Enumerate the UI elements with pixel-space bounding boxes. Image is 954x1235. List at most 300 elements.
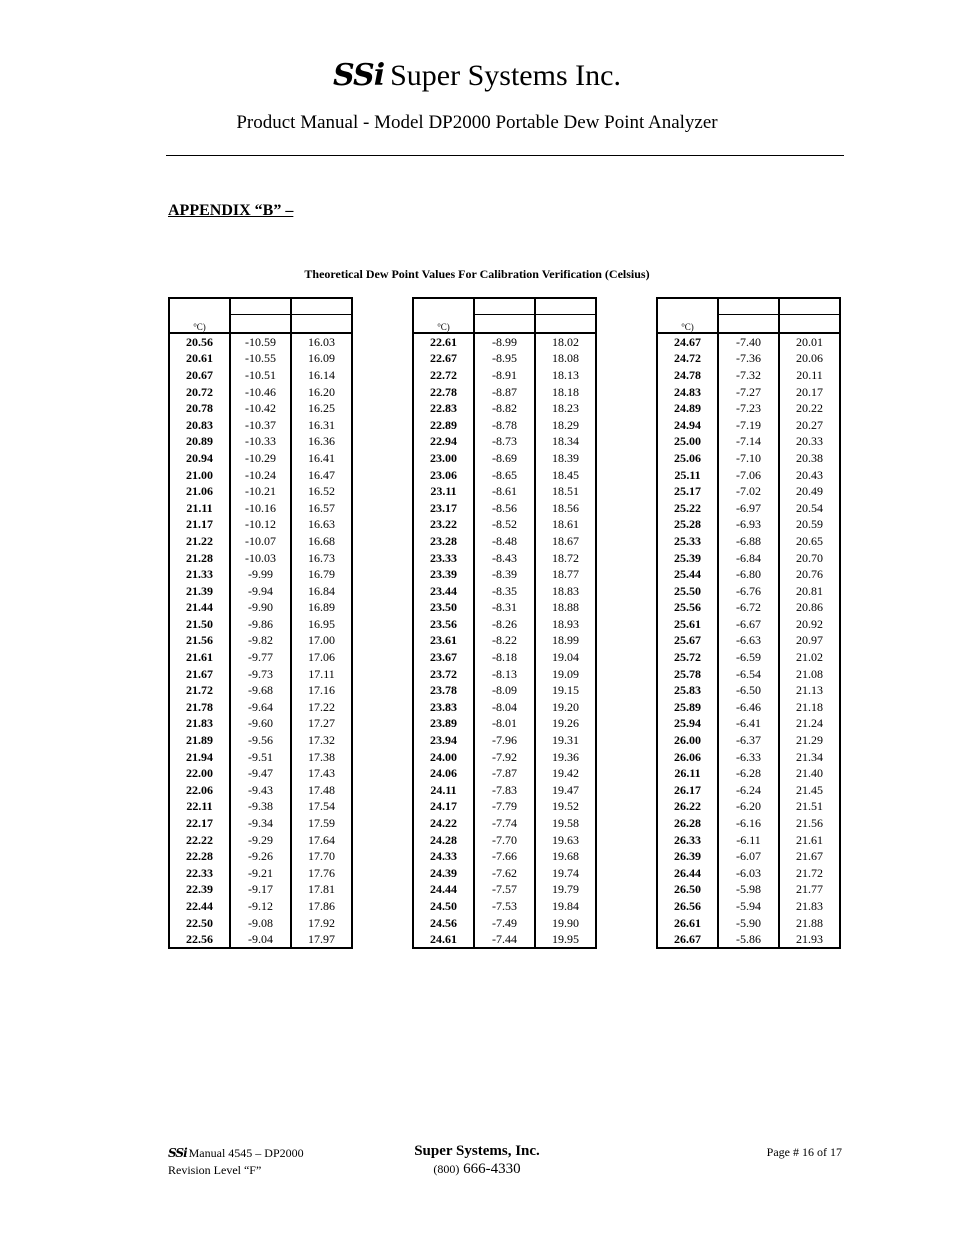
dew-point-low-cell: -6.54 (718, 665, 779, 682)
dew-point-high-cell: 21.18 (779, 699, 840, 716)
header-cell (535, 315, 596, 333)
dew-point-low-cell: -6.97 (718, 499, 779, 516)
temperature-cell: 24.00 (413, 748, 474, 765)
dew-point-low-cell: -9.17 (230, 881, 291, 898)
dew-point-low-cell: -9.34 (230, 815, 291, 832)
dew-point-high-cell: 21.02 (779, 649, 840, 666)
temperature-cell: 22.72 (413, 367, 474, 384)
temperature-cell: 25.39 (657, 549, 718, 566)
dew-point-low-cell: -8.01 (474, 715, 535, 732)
dew-point-low-cell: -9.73 (230, 665, 291, 682)
dew-point-low-cell: -5.86 (718, 931, 779, 949)
dew-point-high-cell: 21.56 (779, 815, 840, 832)
footer-manual: Manual 4545 – DP2000 (188, 1146, 304, 1160)
dew-point-high-cell: 20.27 (779, 416, 840, 433)
table-row (657, 815, 840, 832)
dew-point-low-cell: -9.21 (230, 865, 291, 882)
header-cell (413, 298, 474, 315)
table-row (413, 616, 596, 633)
temperature-cell: 23.00 (413, 450, 474, 467)
table-row (657, 549, 840, 566)
dew-point-low-cell: -6.11 (718, 831, 779, 848)
temperature-cell: 24.11 (413, 782, 474, 799)
temperature-cell: 25.50 (657, 582, 718, 599)
temperature-cell: 25.22 (657, 499, 718, 516)
dew-point-low-cell: -7.02 (718, 483, 779, 500)
table-row (413, 815, 596, 832)
temperature-cell: 21.28 (169, 549, 230, 566)
dew-point-high-cell: 16.25 (291, 400, 352, 417)
table-row (169, 848, 352, 865)
dew-point-high-cell: 19.68 (535, 848, 596, 865)
table-header-row (169, 298, 352, 315)
dew-point-high-cell: 17.64 (291, 831, 352, 848)
dew-point-high-cell: 20.22 (779, 400, 840, 417)
dew-point-low-cell: -9.51 (230, 748, 291, 765)
table-row (413, 831, 596, 848)
ssi-logo: SSi (333, 58, 385, 93)
header-cell (230, 315, 291, 333)
temperature-cell: 25.61 (657, 616, 718, 633)
dew-point-low-cell: -9.82 (230, 632, 291, 649)
table-row (413, 466, 596, 483)
unit-label: °C) (193, 321, 206, 332)
dew-point-high-cell: 16.47 (291, 466, 352, 483)
dew-point-high-cell: 16.31 (291, 416, 352, 433)
dew-point-low-cell: -9.90 (230, 599, 291, 616)
dew-point-low-cell: -8.04 (474, 699, 535, 716)
header-cell (474, 315, 535, 333)
temperature-cell: 23.83 (413, 699, 474, 716)
dew-point-low-cell: -6.28 (718, 765, 779, 782)
dew-point-high-cell: 19.90 (535, 914, 596, 931)
temperature-cell: 20.56 (169, 333, 230, 351)
dew-point-high-cell: 18.72 (535, 549, 596, 566)
dew-point-high-cell: 20.17 (779, 383, 840, 400)
temperature-cell: 22.22 (169, 831, 230, 848)
dew-point-high-cell: 19.52 (535, 798, 596, 815)
dew-point-high-cell: 19.31 (535, 732, 596, 749)
table-row (657, 898, 840, 915)
temperature-cell: 21.33 (169, 566, 230, 583)
temperature-cell: 24.67 (657, 333, 718, 351)
dew-point-high-cell: 21.45 (779, 782, 840, 799)
dew-point-high-cell: 19.58 (535, 815, 596, 832)
table-row (413, 732, 596, 749)
dew-point-high-cell: 16.20 (291, 383, 352, 400)
dew-point-high-cell: 17.06 (291, 649, 352, 666)
temperature-cell: 22.67 (413, 350, 474, 367)
dew-point-high-cell: 18.88 (535, 599, 596, 616)
table-row (413, 665, 596, 682)
temperature-cell: 24.83 (657, 383, 718, 400)
dew-point-high-cell: 18.56 (535, 499, 596, 516)
dew-point-high-cell: 21.61 (779, 831, 840, 848)
dew-point-high-cell: 21.34 (779, 748, 840, 765)
table-row (657, 400, 840, 417)
dew-point-high-cell: 20.49 (779, 483, 840, 500)
dew-point-low-cell: -6.72 (718, 599, 779, 616)
temperature-cell: 20.61 (169, 350, 230, 367)
dew-point-low-cell: -6.80 (718, 566, 779, 583)
dew-point-high-cell: 20.76 (779, 566, 840, 583)
dew-point-high-cell: 18.61 (535, 516, 596, 533)
dew-point-high-cell: 16.36 (291, 433, 352, 450)
temperature-cell: 23.06 (413, 466, 474, 483)
table-row (169, 599, 352, 616)
table-row (413, 748, 596, 765)
dew-point-table-1 (168, 297, 353, 949)
dew-point-low-cell: -8.61 (474, 483, 535, 500)
dew-point-low-cell: -7.57 (474, 881, 535, 898)
table-row (657, 632, 840, 649)
dew-point-low-cell: -9.56 (230, 732, 291, 749)
temperature-cell: 22.89 (413, 416, 474, 433)
dew-point-high-cell: 17.27 (291, 715, 352, 732)
dew-point-high-cell: 19.74 (535, 865, 596, 882)
dew-point-low-cell: -10.33 (230, 433, 291, 450)
dew-point-high-cell: 16.14 (291, 367, 352, 384)
temperature-cell: 25.67 (657, 632, 718, 649)
temperature-cell: 26.22 (657, 798, 718, 815)
dew-point-low-cell: -8.87 (474, 383, 535, 400)
dew-point-low-cell: -7.44 (474, 931, 535, 949)
dew-point-high-cell: 17.81 (291, 881, 352, 898)
table-row (169, 715, 352, 732)
dew-point-high-cell: 18.45 (535, 466, 596, 483)
dew-point-high-cell: 17.70 (291, 848, 352, 865)
table-row (413, 450, 596, 467)
table-body (169, 298, 352, 948)
table-row (657, 782, 840, 799)
temperature-cell: 23.72 (413, 665, 474, 682)
table-row (169, 798, 352, 815)
table-row (169, 765, 352, 782)
table-row (413, 599, 596, 616)
dew-point-high-cell: 20.70 (779, 549, 840, 566)
dew-point-low-cell: -10.42 (230, 400, 291, 417)
table-header-row (657, 315, 840, 333)
header-cell (291, 298, 352, 315)
table-row (657, 732, 840, 749)
dew-point-low-cell: -6.07 (718, 848, 779, 865)
temperature-cell: 22.28 (169, 848, 230, 865)
dew-point-high-cell: 18.67 (535, 533, 596, 550)
footer-ssi-logo: SSi (168, 1146, 187, 1160)
temperature-cell: 25.28 (657, 516, 718, 533)
dew-point-high-cell: 17.38 (291, 748, 352, 765)
table-row (169, 616, 352, 633)
temperature-cell: 23.50 (413, 599, 474, 616)
temperature-cell: 22.11 (169, 798, 230, 815)
dew-point-high-cell: 18.02 (535, 333, 596, 351)
manual-subtitle: Product Manual - Model DP2000 Portable Dew Point Analyzer (236, 112, 718, 133)
table-row (413, 566, 596, 583)
dew-point-low-cell: -9.64 (230, 699, 291, 716)
dew-point-low-cell: -6.50 (718, 682, 779, 699)
temperature-cell: 26.50 (657, 881, 718, 898)
temperature-cell: 20.67 (169, 367, 230, 384)
header-cell (718, 298, 779, 315)
temperature-cell: 26.11 (657, 765, 718, 782)
dew-point-low-cell: -9.99 (230, 566, 291, 583)
temperature-cell: 20.78 (169, 400, 230, 417)
table-row (657, 931, 840, 949)
dew-point-high-cell: 18.13 (535, 367, 596, 384)
dew-point-low-cell: -10.21 (230, 483, 291, 500)
dew-point-low-cell: -7.66 (474, 848, 535, 865)
temperature-cell: 22.44 (169, 898, 230, 915)
dew-point-high-cell: 18.39 (535, 450, 596, 467)
table-title: Theoretical Dew Point Values For Calibration Verification (Celsius) (304, 267, 650, 281)
dew-point-low-cell: -10.16 (230, 499, 291, 516)
dew-point-low-cell: -6.67 (718, 616, 779, 633)
dew-point-low-cell: -6.59 (718, 649, 779, 666)
temperature-cell: 25.17 (657, 483, 718, 500)
dew-point-high-cell: 17.48 (291, 782, 352, 799)
temperature-cell: 26.44 (657, 865, 718, 882)
table-row (413, 350, 596, 367)
temperature-cell: 26.33 (657, 831, 718, 848)
temperature-cell: 25.89 (657, 699, 718, 716)
temperature-cell: 21.72 (169, 682, 230, 699)
temperature-cell: 20.94 (169, 450, 230, 467)
dew-point-high-cell: 16.63 (291, 516, 352, 533)
dew-point-high-cell: 21.24 (779, 715, 840, 732)
table-row (413, 367, 596, 384)
table-row (657, 765, 840, 782)
dew-point-low-cell: -8.22 (474, 632, 535, 649)
page-header-brand (0, 58, 954, 93)
dew-point-low-cell: -9.29 (230, 831, 291, 848)
temperature-cell: 22.56 (169, 931, 230, 949)
temperature-cell: 22.83 (413, 400, 474, 417)
dew-point-high-cell: 18.93 (535, 616, 596, 633)
dew-point-low-cell: -8.09 (474, 682, 535, 699)
dew-point-high-cell: 21.13 (779, 682, 840, 699)
dew-point-high-cell: 20.65 (779, 533, 840, 550)
table-row (657, 748, 840, 765)
temperature-cell: 23.67 (413, 649, 474, 666)
dew-point-low-cell: -6.63 (718, 632, 779, 649)
table-row (657, 616, 840, 633)
dew-point-high-cell: 21.88 (779, 914, 840, 931)
table-row (413, 699, 596, 716)
dew-point-high-cell: 21.08 (779, 665, 840, 682)
dew-point-high-cell: 21.72 (779, 865, 840, 882)
table-row (657, 715, 840, 732)
table-row (657, 499, 840, 516)
temperature-cell: 24.33 (413, 848, 474, 865)
dew-point-low-cell: -5.94 (718, 898, 779, 915)
table-row (169, 350, 352, 367)
dew-point-low-cell: -6.20 (718, 798, 779, 815)
table-row (413, 582, 596, 599)
dew-point-low-cell: -7.53 (474, 898, 535, 915)
dew-point-low-cell: -8.69 (474, 450, 535, 467)
temperature-cell: 22.00 (169, 765, 230, 782)
dew-point-high-cell: 18.18 (535, 383, 596, 400)
dew-point-high-cell: 17.76 (291, 865, 352, 882)
dew-point-high-cell: 17.92 (291, 914, 352, 931)
dew-point-low-cell: -7.27 (718, 383, 779, 400)
temperature-cell: 21.89 (169, 732, 230, 749)
table-row (413, 333, 596, 351)
table-row (169, 732, 352, 749)
dew-point-high-cell: 17.86 (291, 898, 352, 915)
dew-point-high-cell: 19.20 (535, 699, 596, 716)
dew-point-low-cell: -8.48 (474, 533, 535, 550)
header-cell (169, 298, 230, 315)
temperature-cell: 26.17 (657, 782, 718, 799)
dew-point-low-cell: -10.46 (230, 383, 291, 400)
temperature-cell: 22.39 (169, 881, 230, 898)
temperature-cell: 24.39 (413, 865, 474, 882)
dew-point-high-cell: 16.79 (291, 566, 352, 583)
dew-point-low-cell: -10.37 (230, 416, 291, 433)
temperature-cell: 21.22 (169, 533, 230, 550)
dew-point-low-cell: -5.98 (718, 881, 779, 898)
temperature-cell: 25.44 (657, 566, 718, 583)
dew-point-high-cell: 16.09 (291, 350, 352, 367)
dew-point-low-cell: -6.33 (718, 748, 779, 765)
dew-point-high-cell: 21.67 (779, 848, 840, 865)
table-row (169, 383, 352, 400)
table-row (169, 815, 352, 832)
temperature-cell: 21.00 (169, 466, 230, 483)
temperature-cell: 23.44 (413, 582, 474, 599)
dew-point-low-cell: -9.68 (230, 682, 291, 699)
dew-point-low-cell: -6.46 (718, 699, 779, 716)
temperature-cell: 21.17 (169, 516, 230, 533)
table-row (413, 533, 596, 550)
dew-point-low-cell: -6.76 (718, 582, 779, 599)
dew-point-low-cell: -9.38 (230, 798, 291, 815)
table-row (657, 582, 840, 599)
table-row (657, 466, 840, 483)
temperature-cell: 21.39 (169, 582, 230, 599)
table-row (413, 483, 596, 500)
temperature-cell: 23.22 (413, 516, 474, 533)
table-row (169, 499, 352, 516)
dew-point-low-cell: -8.31 (474, 599, 535, 616)
dew-point-low-cell: -8.39 (474, 566, 535, 583)
table-row (169, 566, 352, 583)
dew-point-low-cell: -8.91 (474, 367, 535, 384)
dew-point-low-cell: -9.08 (230, 914, 291, 931)
table-row (413, 682, 596, 699)
dew-point-high-cell: 18.34 (535, 433, 596, 450)
table-row (413, 765, 596, 782)
header-cell (718, 315, 779, 333)
dew-point-high-cell: 20.43 (779, 466, 840, 483)
temperature-cell: 26.28 (657, 815, 718, 832)
dew-point-low-cell: -7.49 (474, 914, 535, 931)
temperature-cell: 25.06 (657, 450, 718, 467)
temperature-cell: 25.00 (657, 433, 718, 450)
dew-point-low-cell: -6.84 (718, 549, 779, 566)
table-row (413, 400, 596, 417)
temperature-cell: 21.50 (169, 616, 230, 633)
temperature-cell: 23.89 (413, 715, 474, 732)
dew-point-low-cell: -9.47 (230, 765, 291, 782)
dew-point-low-cell: -8.56 (474, 499, 535, 516)
dew-point-high-cell: 21.93 (779, 931, 840, 949)
temperature-cell: 23.33 (413, 549, 474, 566)
table-row (657, 798, 840, 815)
temperature-cell: 24.56 (413, 914, 474, 931)
table-row (169, 881, 352, 898)
temperature-cell: 24.22 (413, 815, 474, 832)
dew-point-high-cell: 19.84 (535, 898, 596, 915)
dew-point-high-cell: 18.77 (535, 566, 596, 583)
table-row (413, 914, 596, 931)
footer-phone-area: (800) (433, 1162, 460, 1176)
temperature-cell: 22.06 (169, 782, 230, 799)
table-row (413, 416, 596, 433)
table-row (413, 848, 596, 865)
temperature-cell: 23.78 (413, 682, 474, 699)
dew-point-high-cell: 18.99 (535, 632, 596, 649)
temperature-cell: 23.56 (413, 616, 474, 633)
dew-point-high-cell: 20.54 (779, 499, 840, 516)
dew-point-low-cell: -6.37 (718, 732, 779, 749)
dew-point-low-cell: -7.32 (718, 367, 779, 384)
footer-revision: Revision Level “F” (168, 1163, 262, 1177)
header-cell (413, 315, 474, 333)
table-row (169, 649, 352, 666)
table-row (169, 931, 352, 949)
temperature-cell: 21.78 (169, 699, 230, 716)
header-cell (535, 298, 596, 315)
dew-point-low-cell: -7.06 (718, 466, 779, 483)
dew-point-low-cell: -10.07 (230, 533, 291, 550)
temperature-cell: 25.11 (657, 466, 718, 483)
temperature-cell: 20.72 (169, 383, 230, 400)
temperature-cell: 26.67 (657, 931, 718, 949)
dew-point-high-cell: 20.11 (779, 367, 840, 384)
dew-point-low-cell: -8.18 (474, 649, 535, 666)
table-row (657, 848, 840, 865)
temperature-cell: 22.94 (413, 433, 474, 450)
temperature-cell: 26.61 (657, 914, 718, 931)
footer-phone-number: 666-4330 (459, 1161, 521, 1177)
table-row (657, 483, 840, 500)
table-row (169, 483, 352, 500)
dew-point-low-cell: -8.65 (474, 466, 535, 483)
table-row (657, 566, 840, 583)
temperature-cell: 22.78 (413, 383, 474, 400)
dew-point-low-cell: -6.03 (718, 865, 779, 882)
temperature-cell: 25.33 (657, 533, 718, 550)
table-row (657, 416, 840, 433)
table-row (657, 450, 840, 467)
table-row (169, 450, 352, 467)
table-row (169, 831, 352, 848)
appendix-heading: APPENDIX “B” – (168, 202, 294, 219)
table-row (169, 516, 352, 533)
temperature-cell: 24.17 (413, 798, 474, 815)
table-header-row (413, 315, 596, 333)
dew-point-high-cell: 20.86 (779, 599, 840, 616)
dew-point-high-cell: 16.41 (291, 450, 352, 467)
dew-point-high-cell: 18.08 (535, 350, 596, 367)
dew-point-high-cell: 17.22 (291, 699, 352, 716)
table-row (169, 898, 352, 915)
dew-point-low-cell: -7.74 (474, 815, 535, 832)
dew-point-high-cell: 21.51 (779, 798, 840, 815)
table-row (657, 383, 840, 400)
